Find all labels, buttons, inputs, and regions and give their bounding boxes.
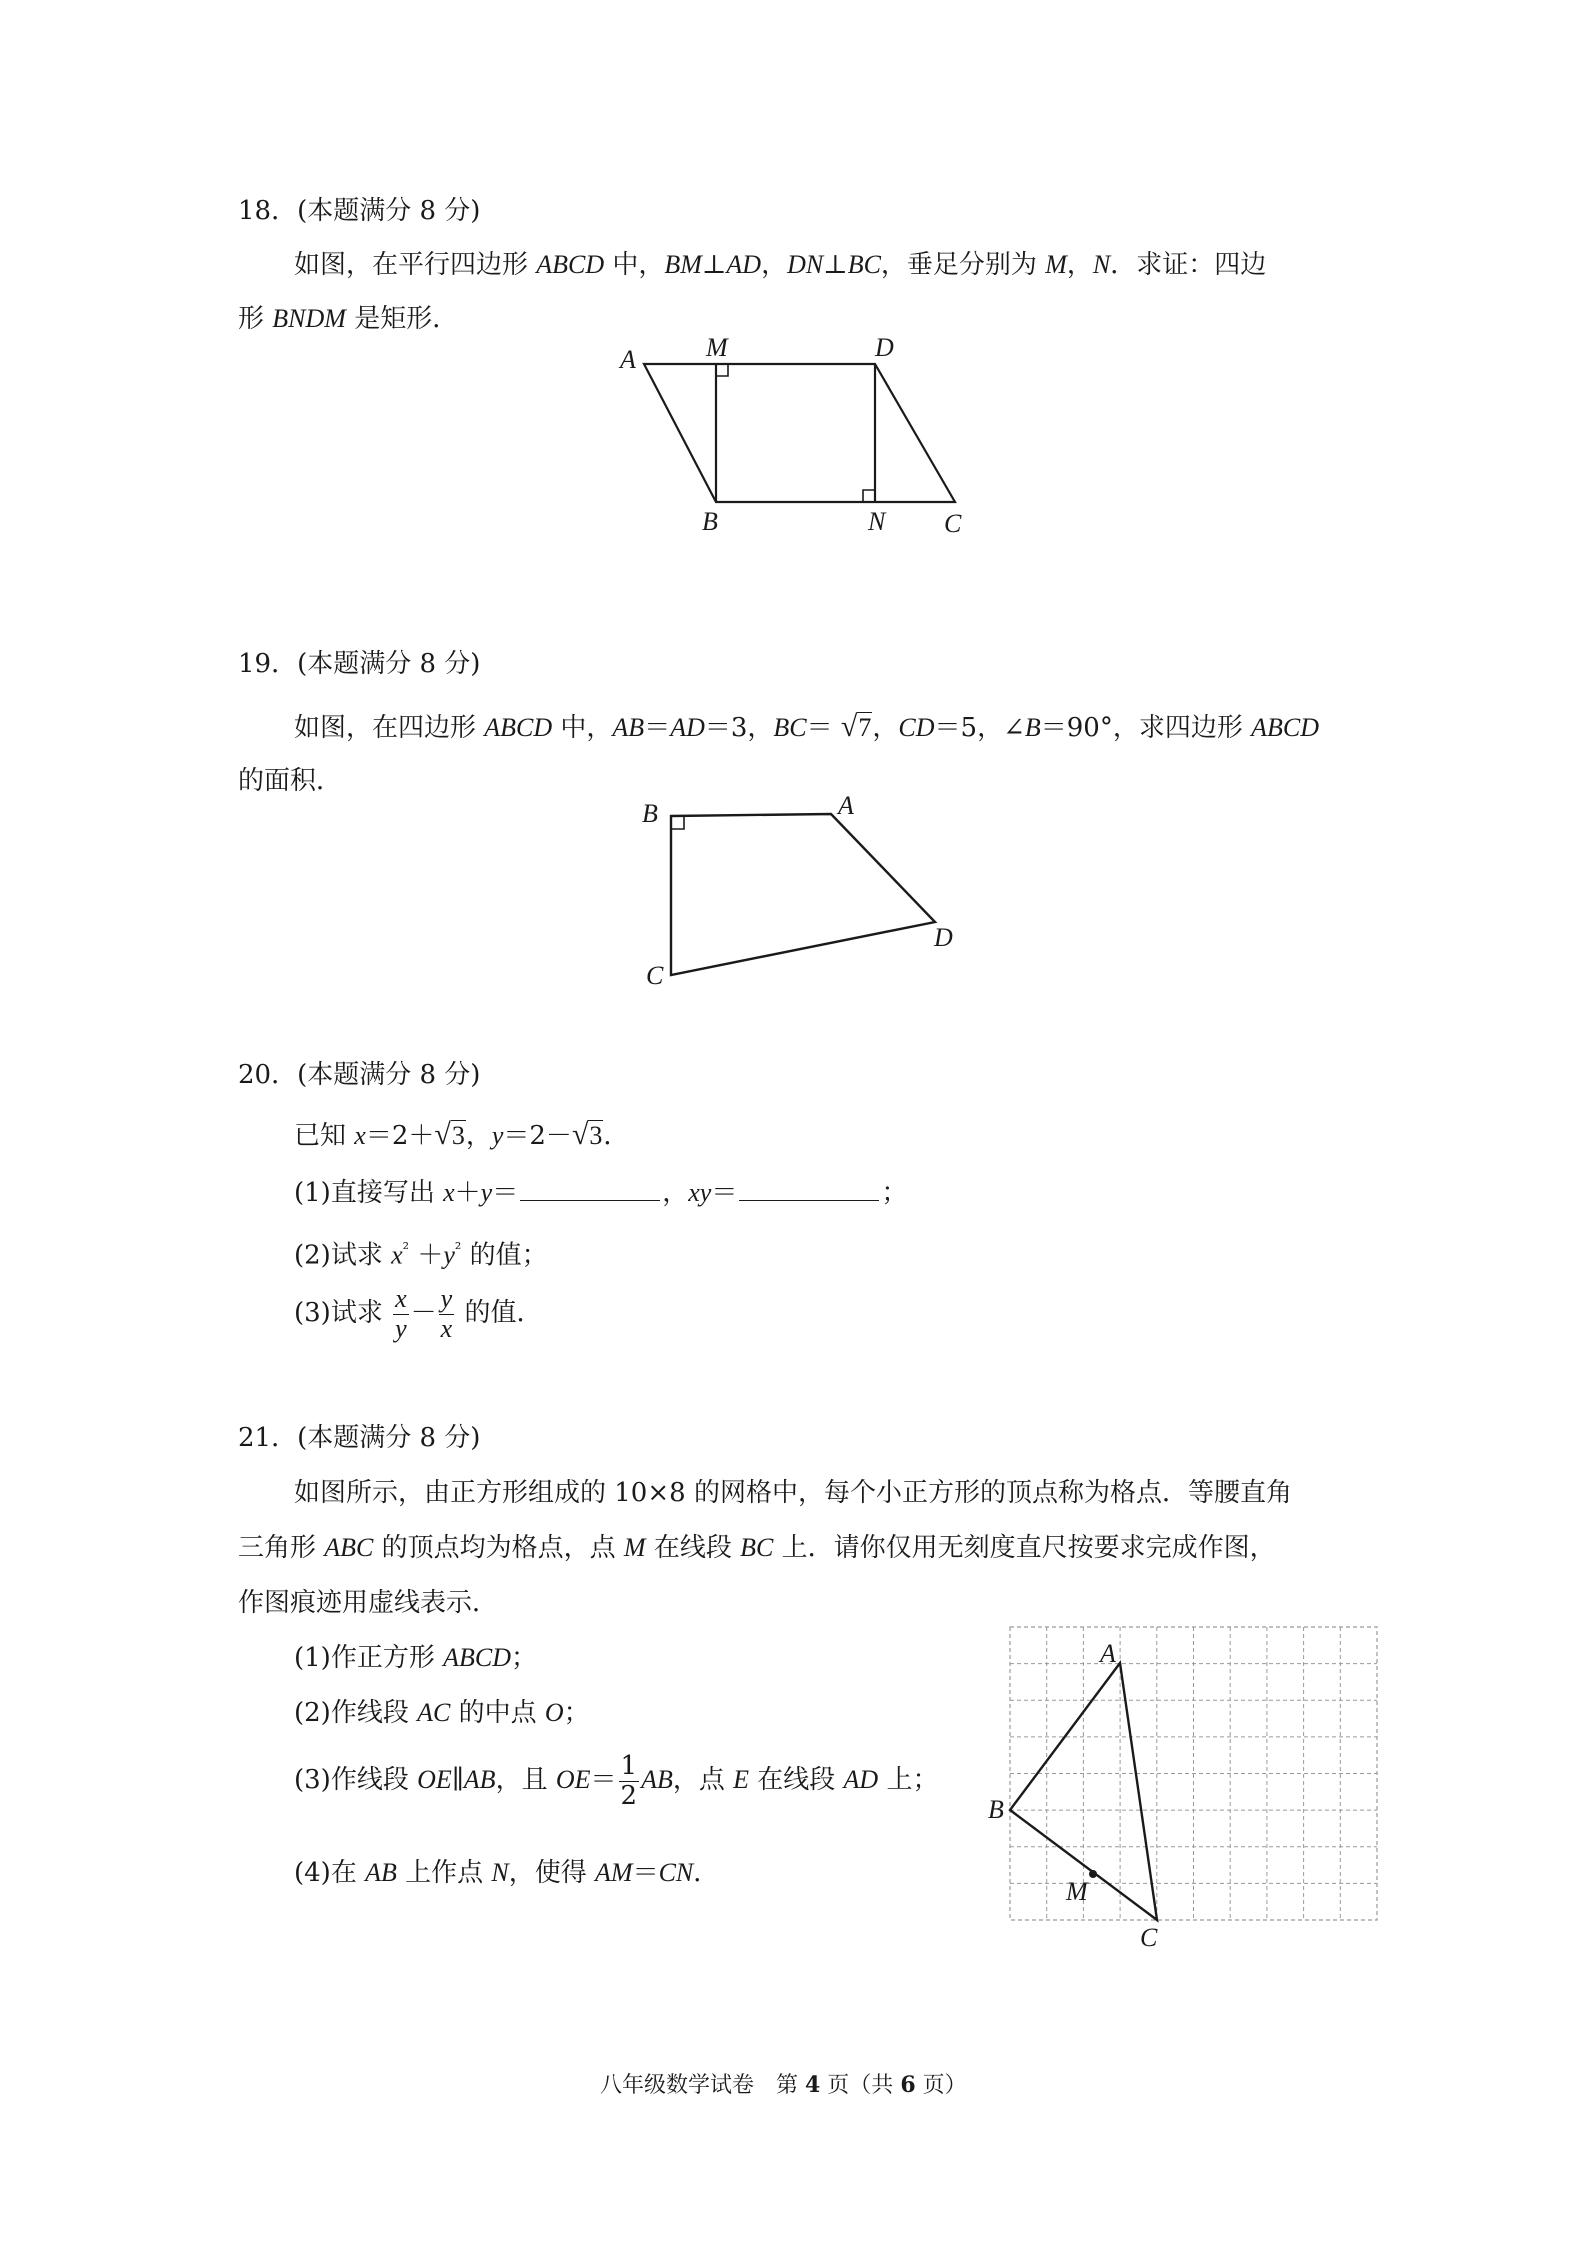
q18-heading: 18．(本题满分 8 分) [238,196,481,226]
q18-label-n: N [868,507,886,536]
q21-part2: (2)作线段 AC 的中点 O； [294,1698,590,1728]
q21-label-b: B [988,1795,1004,1824]
page-footer: 八年级数学试卷 第 4 页（共 6 页） [600,2072,967,2098]
q21-part4: (4)在 AB 上作点 N，使得 AM＝CN． [294,1858,720,1888]
q21-part3: (3)作线段 OE∥AB，且 OE＝ $\frac{1}{2}$ AB，点 E 在线段 AD 上； [294,1751,939,1811]
q20-fraction-y-over-x: $\frac{y}{x}$ [440,1284,453,1343]
q21-text-line1: 如图所示，由正方形组成的 10×8 的网格中，每个小正方形的顶点称为格点．等腰直角 [294,1478,1292,1508]
q20-part1: (1)直接写出 x＋y＝ ，xy＝ ； [294,1178,908,1208]
q18-label-c: C [944,509,962,538]
q18-label-d: D [875,333,894,362]
q21-heading: 21．(本题满分 8 分) [238,1423,481,1453]
q20-part3: (3)试求 $\frac{x}{y}$ － $\frac{y}{x}$ 的值． [294,1284,543,1343]
q18-text-line1: 如图，在平行四边形 ABCD 中，BM⊥AD，DN⊥BC，垂足分别为 M，N．求证：四边 [294,250,1267,280]
q19-text-line2: 的面积． [238,766,343,796]
q21-text-line2: 三角形 ABC 的顶点均为格点，点 M 在线段 BC 上．请你仅用无刻度直尺按要求完成作图， [238,1533,1276,1563]
q21-label-a: A [1100,1639,1116,1668]
q19-label-d: D [934,923,953,952]
q18-text-line2: 形 BNDM 是矩形． [238,304,459,334]
q19-text-line1: 如图，在四边形 ABCD 中，AB＝AD＝3，BC＝ √7，CD＝5，∠B＝90°，求四边形 ABCD [294,710,1319,743]
q21-part1: (1)作正方形 ABCD； [294,1643,538,1673]
q21-label-c: C [1140,1923,1158,1952]
q18-label-m: M [706,333,728,362]
q19-heading: 19．(本题满分 8 分) [238,649,481,679]
q19-sqrt-7: √7 [840,710,872,743]
q21-fraction-one-half: $\frac{1}{2}$ [620,1751,638,1811]
q19-label-b: B [642,799,658,828]
q18-label-b: B [702,507,718,536]
q20-heading: 20．(本题满分 8 分) [238,1060,481,1090]
q20-part2: (2)试求 $x^{^2} +y^{^2}$ 的值； [294,1239,548,1271]
q18-label-a: A [620,345,636,374]
q19-label-a: A [838,791,854,820]
q20-sqrt-3-b: √3 [571,1118,603,1151]
q21-text-line3: 作图痕迹用虚线表示． [238,1588,499,1618]
q20-fraction-x-over-y: $\frac{x}{y}$ [395,1284,407,1343]
q21-point-m [1089,1870,1097,1878]
q20-sqrt-3-a: √3 [434,1118,465,1151]
q20-given: 已知 x＝2＋√3，y＝2－√3． [294,1118,630,1151]
q21-label-m: M [1066,1877,1088,1906]
q19-label-c: C [646,961,664,990]
